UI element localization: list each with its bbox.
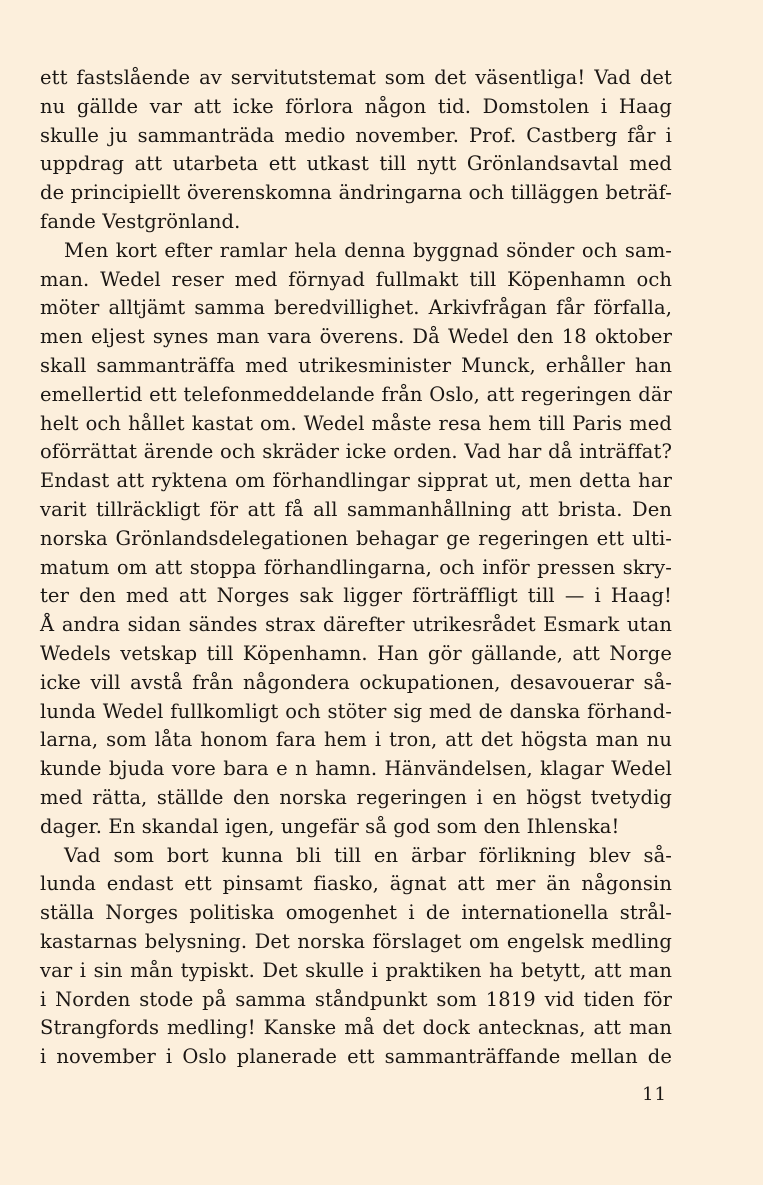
text-line: ställa Norges politiska omogenhet i de internationella strål- (40, 901, 672, 925)
text-line: skall sammanträffa med utrikesminister Munck, erhåller han (40, 353, 672, 377)
text-line: de principiellt överenskomna ändringarna och tilläggen beträf- (40, 181, 672, 205)
text-line: kunde bjuda vore bara e n hamn. Hänvändelsen, klagar Wedel (40, 757, 672, 781)
text-line: varit tillräckligt för att få all sammanhållning att brista. Den (40, 497, 672, 521)
text-line: norska Grönlandsdelegationen behagar ge regeringen ett ulti- (40, 526, 672, 550)
text-line: Å andra sidan sändes strax därefter utrikesrådet Esmark utan (40, 613, 672, 637)
body-text (40, 64, 672, 1072)
text-line: med rätta, ställde den norska regeringen i en högst tvetydig (40, 785, 672, 809)
text-line: lunda endast ett pinsamt fiasko, ägnat att mer än någonsin (40, 872, 672, 896)
text-line: kastarnas belysning. Det norska förslaget om engelsk medling (40, 929, 672, 953)
text-line: skulle ju sammanträda medio november. Prof. Castberg får i (40, 123, 672, 147)
text-line: icke vill avstå från någondera ockupationen, desavouerar så- (40, 670, 672, 694)
text-line: men eljest synes man vara överens. Då Wedel den 18 oktober (40, 325, 672, 349)
text-line: fande Vestgrönland. (40, 209, 241, 233)
text-line: dager. En skandal igen, ungefär så god som den Ihlenska! (40, 814, 620, 838)
text-line: helt och hållet kastat om. Wedel måste resa hem till Paris med (40, 411, 672, 435)
text-line: matum om att stoppa förhandlingarna, och inför pressen skry- (40, 555, 672, 579)
text-line: emellertid ett telefonmeddelande från Oslo, att regeringen där (40, 382, 672, 406)
text-line: Men kort efter ramlar hela denna byggnad sönder och sam- (64, 238, 672, 262)
text-line: Endast att ryktena om förhandlingar sipprat ut, men detta har (40, 469, 672, 493)
text-line: Strangfords medling! Kanske må det dock antecknas, att man (40, 1016, 672, 1040)
text-line: Wedels vetskap till Köpenhamn. Han gör gällande, att Norge (40, 641, 672, 665)
text-line: lunda Wedel fullkomligt och stöter sig med de danska förhand- (40, 699, 672, 723)
text-line: Vad som bort kunna bli till en ärbar förlikning blev så- (64, 843, 672, 867)
text-line: i Norden stode på samma ståndpunkt som 1819 vid tiden för (40, 987, 672, 1011)
text-line: man. Wedel reser med förnyad fullmakt till Köpenhamn och (40, 267, 672, 291)
text-line: möter alltjämt samma beredvillighet. Arkivfrågan får förfalla, (40, 296, 672, 320)
text-line: ett fastslående av servitutstemat som det väsentliga! Vad det (40, 66, 672, 89)
text-line: i november i Oslo planerade ett sammanträffande mellan de (40, 1045, 672, 1069)
text-line: var i sin mån typiskt. Det skulle i praktiken ha betytt, att man (40, 958, 672, 982)
text-line: oförrättat ärende och skräder icke orden. Vad har då inträffat? (40, 440, 672, 464)
page-number: 11 (642, 1084, 667, 1105)
text-line: nu gällde var att icke förlora någon tid. Domstolen i Haag (40, 94, 672, 118)
text-line: ter den med att Norges sak ligger förträffligt till — i Haag! (40, 584, 672, 608)
text-line: uppdrag att utarbeta ett utkast till nytt Grönlandsavtal med (40, 152, 672, 176)
text-line: larna, som låta honom fara hem i tron, att det högsta man nu (40, 728, 672, 752)
